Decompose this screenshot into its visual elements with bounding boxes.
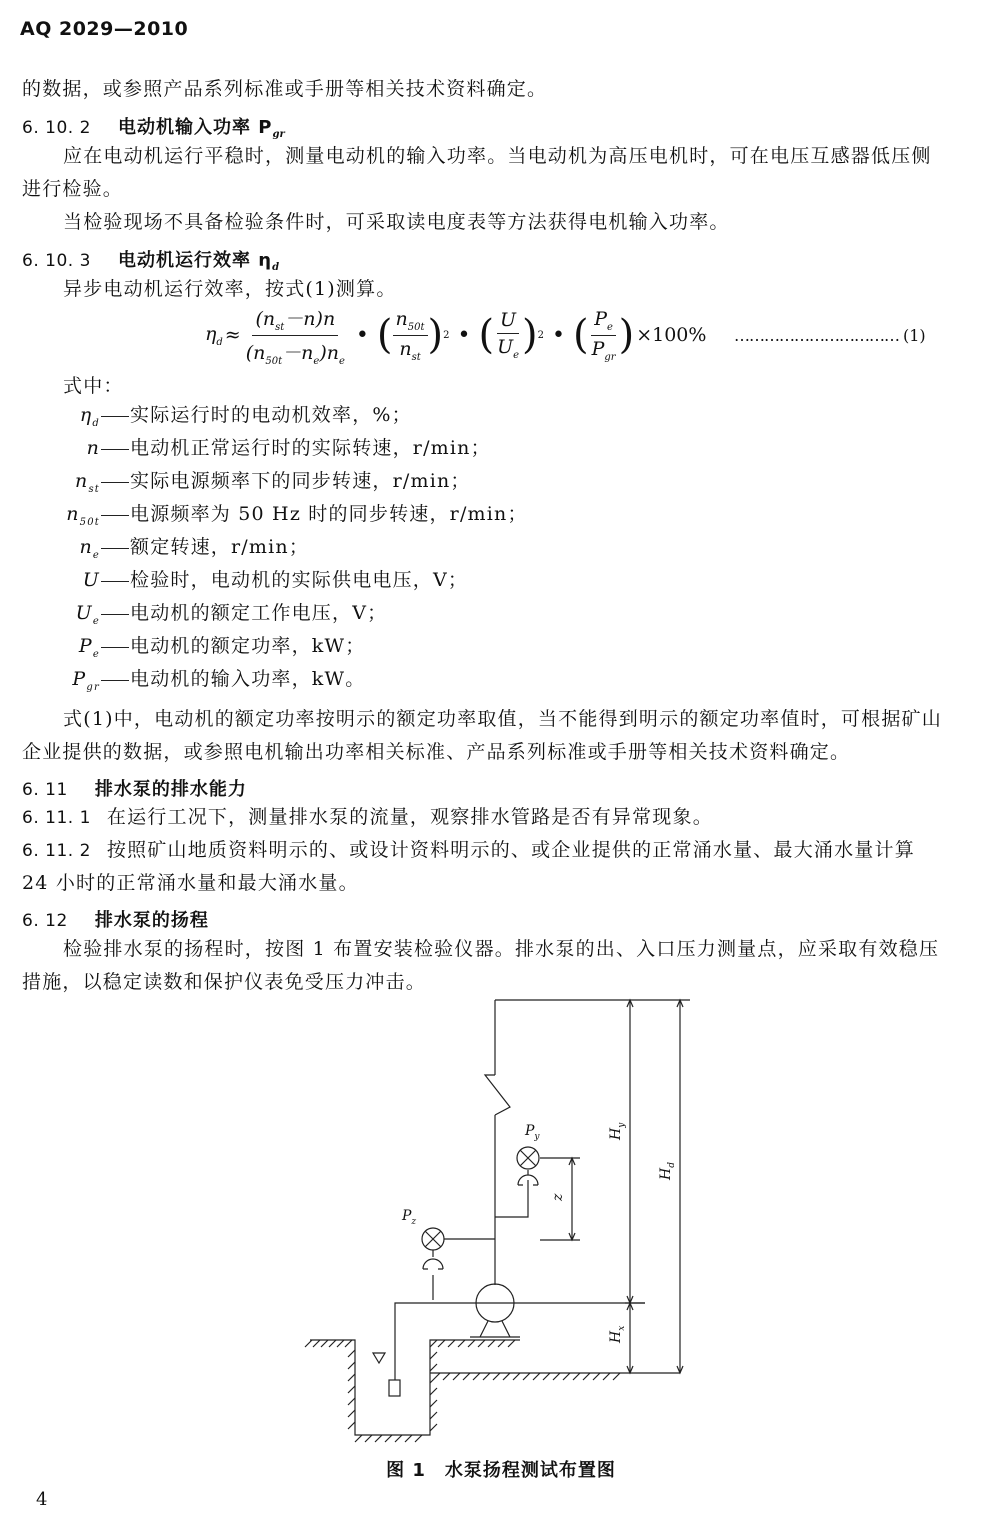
dash-separator bbox=[101, 581, 129, 582]
variable-description: 电动机的额定功率，kW； bbox=[130, 635, 366, 657]
dash-separator bbox=[101, 482, 129, 483]
section-title-subscript: gr bbox=[272, 129, 285, 141]
variable-description: 电源频率为 50 Hz 时的同步转速，r/min； bbox=[130, 503, 528, 525]
variable-symbol: $n_e$ bbox=[79, 536, 100, 561]
variable-row bbox=[0, 505, 528, 532]
variable-row bbox=[0, 439, 491, 466]
hy-hx-dimension bbox=[625, 1000, 645, 1373]
formula-1: $\eta_d$ ≈ $\frac{(n_{st}-n)n}{(n_{50t}-n_e)n_e}$ • ( $\frac{n_{50t}}{n_{st}}$ ) 2 • ( $\frac{U}{U_e}$ ) 2 • ( $\frac{P_e}{P_{gr}}$ ) ×100% bbox=[205, 306, 706, 364]
pump-base bbox=[470, 1321, 520, 1337]
dash-separator bbox=[101, 614, 129, 615]
where-label: 式中： bbox=[63, 375, 124, 397]
variable-row bbox=[0, 538, 309, 565]
label-py: $P_y$ bbox=[525, 1123, 540, 1142]
py-buffer-icon bbox=[518, 1170, 538, 1190]
ground-left bbox=[310, 1340, 680, 1435]
variable-row bbox=[0, 637, 365, 664]
variable-description: 电动机的输入功率，kW。 bbox=[130, 668, 366, 690]
paragraph-6-10-2-a-line1: 应在电动机运行平稳时，测量电动机的输入功率。当电动机为高压电机时，可在电压互感器低压侧 bbox=[63, 145, 932, 167]
section-title: 排水泵的扬程 bbox=[94, 910, 209, 931]
pipe-break bbox=[485, 1075, 510, 1115]
variable-symbol: $n_{50t}$ bbox=[66, 503, 100, 528]
variable-symbol: U bbox=[82, 569, 100, 591]
page-number: 4 bbox=[36, 1489, 48, 1510]
clause-6-11-2-line2: 24 小时的正常涌水量和最大涌水量。 bbox=[22, 872, 359, 894]
variable-row bbox=[0, 670, 365, 697]
section-title: 电动机输入功率 P bbox=[117, 117, 273, 138]
formula-fraction-voltage: $\frac{U}{U_e}$ bbox=[497, 309, 520, 361]
variable-row bbox=[0, 571, 468, 598]
paragraph-6-12-line1: 检验排水泵的扬程时，按图 1 布置安装检验仪器。排水泵的出、入口压力测量点，应采取有效稳压 bbox=[63, 938, 940, 960]
paragraph-formula-note-line2: 企业提供的数据，或参照电机输出功率相关标准、产品系列标准或手册等相关技术资料确定。 bbox=[22, 741, 851, 763]
section-number: 6. 11 bbox=[22, 780, 68, 800]
label-hx: $H_x$ bbox=[608, 1325, 627, 1343]
variable-description: 电动机正常运行时的实际转速，r/min； bbox=[130, 437, 491, 459]
variable-symbol: $\eta_d$ bbox=[79, 404, 100, 429]
section-title: 排水泵的排水能力 bbox=[94, 779, 247, 800]
section-title: 电动机运行效率 η bbox=[117, 250, 273, 271]
formula-fraction-sync: $\frac{n_{50t}}{n_{st}}$ bbox=[393, 308, 428, 363]
section-title-subscript: d bbox=[272, 262, 280, 274]
variable-row bbox=[0, 406, 412, 433]
label-hd: $H_d$ bbox=[658, 1162, 677, 1180]
variable-description: 额定转速，r/min； bbox=[130, 536, 310, 558]
variable-description: 检验时，电动机的实际供电电压，V； bbox=[130, 569, 469, 591]
variable-symbol: n bbox=[86, 437, 100, 459]
dash-separator bbox=[101, 515, 129, 516]
label-pz: $P_z$ bbox=[402, 1208, 417, 1227]
hatching bbox=[305, 1340, 620, 1442]
clause-6-11-1: 6. 11. 1 在运行工况下，测量排水泵的流量，观察排水管路是否有异常现象。 bbox=[22, 806, 713, 828]
dash-separator bbox=[101, 449, 129, 450]
label-hy: $H_y$ bbox=[608, 1122, 627, 1140]
section-heading-6-10-3 bbox=[22, 246, 279, 273]
section-heading-6-12 bbox=[22, 906, 209, 932]
discharge-pipe bbox=[495, 1000, 690, 1285]
paragraph-6-12-line2: 措施，以稳定读数和保护仪表免受压力冲击。 bbox=[22, 971, 427, 993]
dash-separator bbox=[101, 647, 129, 648]
water-level-icon bbox=[373, 1353, 385, 1363]
paragraph-6-10-3: 异步电动机运行效率，按式(1)测算。 bbox=[63, 278, 397, 300]
standard-number: AQ 2029—2010 bbox=[20, 18, 189, 40]
variable-symbol: $P_e$ bbox=[78, 635, 100, 660]
section-number: 6. 12 bbox=[22, 911, 68, 931]
variable-description: 实际电源频率下的同步转速，r/min； bbox=[130, 470, 471, 492]
formula-number: …………………………… (1) bbox=[734, 326, 926, 345]
dash-separator bbox=[101, 680, 129, 681]
variable-symbol: $n_{st}$ bbox=[75, 470, 100, 495]
figure-pump-head-diagram bbox=[300, 995, 720, 1445]
dash-separator bbox=[101, 416, 129, 417]
formula-tail: ×100% bbox=[636, 324, 707, 346]
label-z: z bbox=[550, 1193, 566, 1201]
py-branch bbox=[495, 1190, 528, 1217]
paragraph-6-10-2-b: 当检验现场不具备检验条件时，可采取读电度表等方法获得电机输入功率。 bbox=[63, 211, 730, 233]
paragraph-6-10-2-a-line2: 进行检验。 bbox=[22, 178, 124, 200]
suction-strainer-icon bbox=[389, 1380, 400, 1396]
section-number: 6. 10. 3 bbox=[22, 251, 91, 271]
formula-fraction-power: $\frac{P_e}{P_{gr}}$ bbox=[591, 307, 616, 363]
paragraph-intro: 的数据，或参照产品系列标准或手册等相关技术资料确定。 bbox=[22, 78, 548, 100]
variable-description: 电动机的额定工作电压，V； bbox=[130, 602, 388, 624]
figure-caption: 图 1 水泵扬程测试布置图 bbox=[386, 1460, 616, 1481]
section-number: 6. 10. 2 bbox=[22, 118, 91, 138]
variable-row bbox=[0, 472, 471, 499]
variable-description: 实际运行时的电动机效率，%； bbox=[130, 404, 412, 426]
variable-symbol: $P_{gr}$ bbox=[72, 668, 100, 693]
dash-separator bbox=[101, 548, 129, 549]
clause-6-11-2: 6. 11. 2 按照矿山地质资料明示的、或设计资料明示的、或企业提供的正常涌水量、最大涌水量计算 bbox=[22, 839, 915, 861]
section-heading-6-11 bbox=[22, 775, 247, 801]
formula-lhs: $\eta_d$ bbox=[205, 322, 223, 348]
pz-buffer-icon bbox=[423, 1250, 443, 1300]
formula-fraction-speed: $\frac{(n_{st}-n)n}{(n_{50t}-n_e)n_e}$ bbox=[243, 304, 348, 367]
variable-row bbox=[0, 604, 387, 631]
paragraph-formula-note-line1: 式(1)中，电动机的额定功率按明示的额定功率取值，当不能得到明示的额定功率值时，可根据矿山 bbox=[63, 708, 942, 730]
formula-approx: ≈ bbox=[224, 324, 241, 346]
section-heading-6-10-2 bbox=[22, 113, 285, 140]
variable-symbol: $U_e$ bbox=[75, 602, 100, 627]
